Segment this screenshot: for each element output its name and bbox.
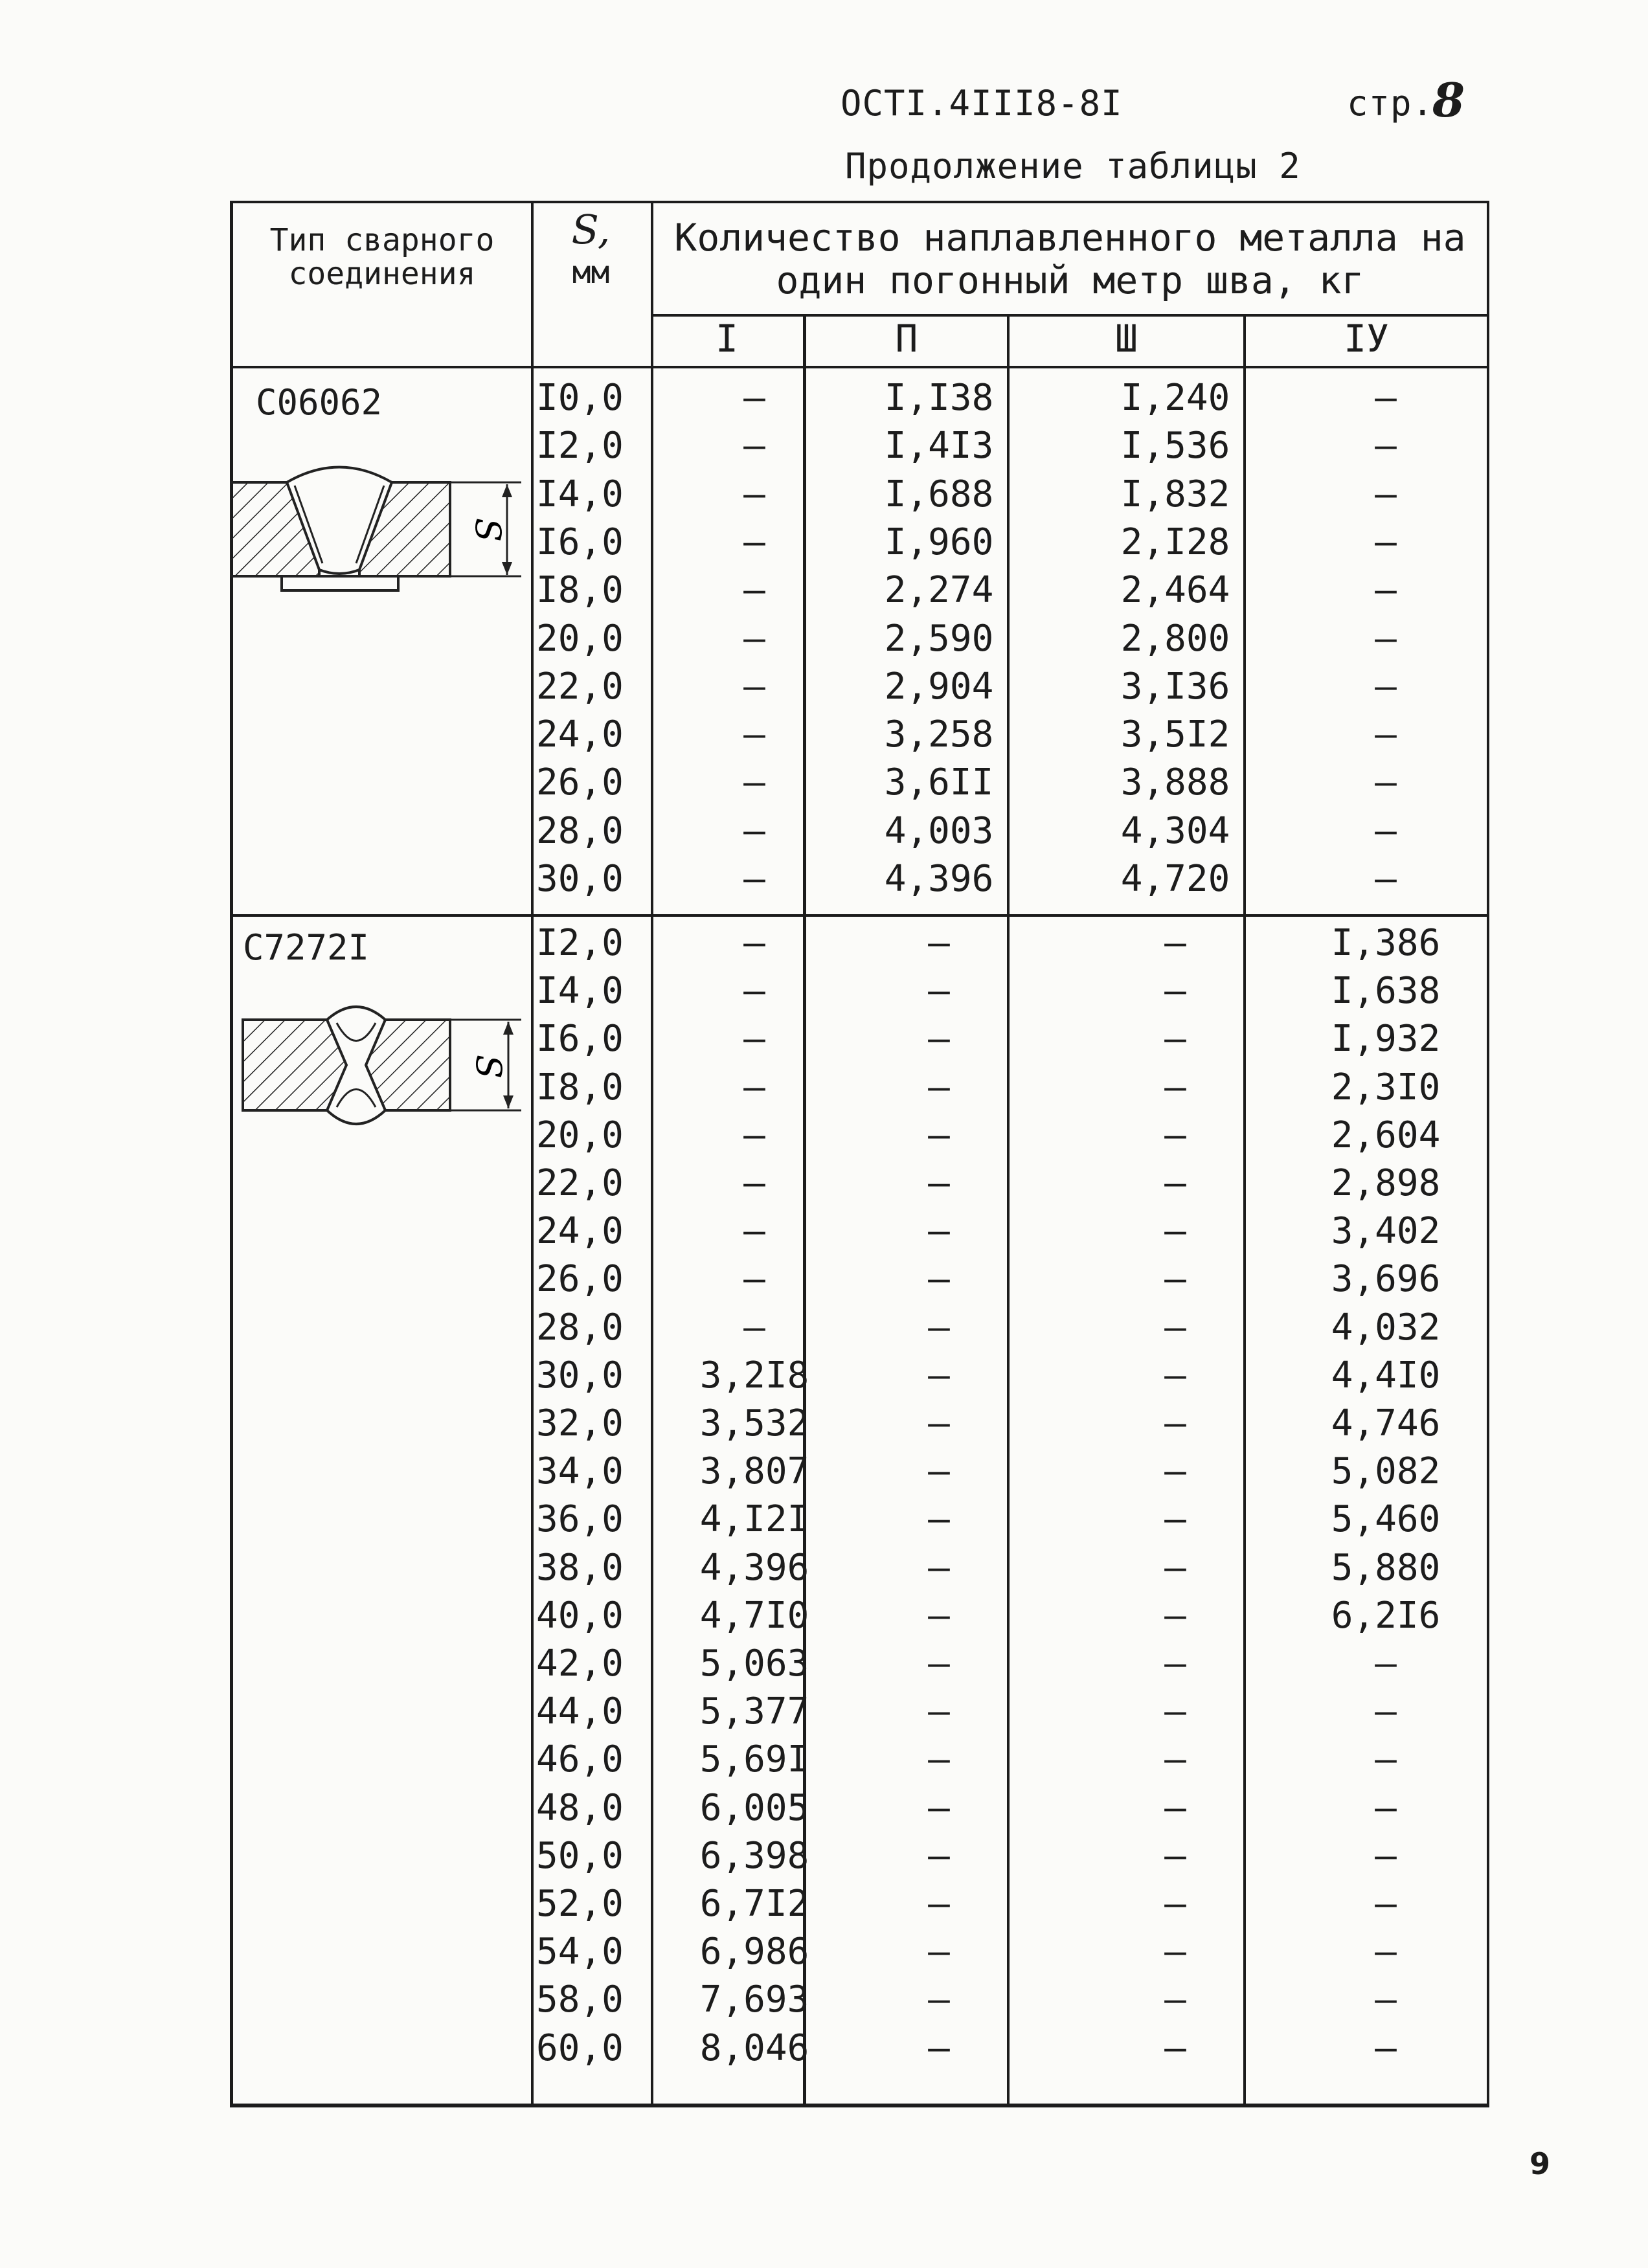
- mass-cell-c1: –: [743, 425, 765, 467]
- table-row: [230, 422, 1489, 469]
- data-table: [230, 201, 1489, 2107]
- mass-cell-c2: –: [928, 1690, 950, 1733]
- thickness-cell: 58,0: [536, 1979, 624, 2021]
- thickness-cell: 20,0: [536, 617, 624, 660]
- mass-cell-c2: –: [928, 1834, 950, 1877]
- mass-cell-c1: –: [743, 1258, 765, 1301]
- thickness-cell: 26,0: [536, 1258, 624, 1301]
- thickness-cell: 20,0: [536, 1114, 624, 1156]
- mass-cell-c2: –: [928, 1162, 950, 1204]
- table-row: [230, 1400, 1489, 1447]
- document-code: ОСТI.4III8-8I: [841, 83, 1123, 124]
- mass-cell-c1: –: [743, 1018, 765, 1061]
- column-header-unit: мм: [572, 254, 610, 291]
- column-header-type: Тип сварного соединения: [269, 222, 495, 292]
- mass-cell-c4: –: [1375, 1690, 1397, 1733]
- mass-cell-c3: –: [1164, 922, 1186, 964]
- mass-cell-c4: 6,2I6: [1331, 1594, 1441, 1637]
- table-row: [230, 1544, 1489, 1591]
- mass-cell-c4: 2,898: [1331, 1162, 1441, 1204]
- thickness-cell: 30,0: [536, 858, 624, 900]
- mass-cell-c2: 2,904: [884, 665, 994, 708]
- mass-cell-c4: –: [1375, 1883, 1397, 1925]
- mass-cell-c3: –: [1164, 1546, 1186, 1589]
- mass-cell-c4: –: [1375, 809, 1397, 852]
- table-row: [230, 807, 1489, 855]
- mass-cell-c2: 2,274: [884, 569, 994, 612]
- mass-cell-c1: –: [743, 1210, 765, 1253]
- mass-cell-c4: 2,3I0: [1331, 1066, 1441, 1108]
- mass-cell-c2: I,4I3: [884, 425, 994, 467]
- mass-cell-c3: –: [1164, 1786, 1186, 1829]
- sub-header-2: П: [895, 317, 918, 361]
- mass-cell-c1: 6,986: [699, 1931, 809, 1973]
- table-row: [230, 1448, 1489, 1495]
- mass-cell-c1: –: [743, 1066, 765, 1108]
- mass-cell-c4: –: [1375, 1979, 1397, 2021]
- table-row: [230, 919, 1489, 967]
- thickness-cell: 28,0: [536, 1306, 624, 1349]
- mass-cell-c4: –: [1375, 1786, 1397, 1829]
- mass-cell-c1: –: [743, 970, 765, 1013]
- table-row: [230, 1160, 1489, 1207]
- thickness-cell: 42,0: [536, 1643, 624, 1685]
- mass-cell-c3: I,536: [1120, 425, 1230, 467]
- table-row: [230, 663, 1489, 710]
- mass-cell-c4: I,638: [1331, 970, 1441, 1013]
- thickness-cell: 40,0: [536, 1594, 624, 1637]
- table-row: [230, 967, 1489, 1015]
- mass-cell-c2: –: [928, 1402, 950, 1444]
- mass-cell-c2: –: [928, 1354, 950, 1397]
- mass-cell-c2: –: [928, 1931, 950, 1973]
- thickness-cell: 36,0: [536, 1498, 624, 1541]
- mass-cell-c1: –: [743, 521, 765, 563]
- table-row: [230, 1255, 1489, 1303]
- thickness-cell: I2,0: [536, 425, 624, 467]
- thickness-cell: I8,0: [536, 569, 624, 612]
- dimension-label-s: S: [468, 518, 508, 542]
- mass-cell-c3: –: [1164, 1834, 1186, 1877]
- table-row: [230, 374, 1489, 421]
- thickness-cell: 34,0: [536, 1450, 624, 1493]
- mass-cell-c3: –: [1164, 2027, 1186, 2069]
- mass-cell-c1: 4,7I0: [699, 1594, 809, 1637]
- mass-cell-c1: 3,2I8: [699, 1354, 809, 1397]
- mass-cell-c2: I,688: [884, 473, 994, 515]
- mass-cell-c4: –: [1375, 1931, 1397, 1973]
- mass-cell-c1: 8,046: [699, 2027, 809, 2069]
- table-row: [230, 567, 1489, 614]
- mass-cell-c1: 3,807: [699, 1450, 809, 1493]
- mass-cell-c4: 4,032: [1331, 1306, 1441, 1349]
- mass-cell-c1: 6,7I2: [699, 1883, 809, 1925]
- mass-cell-c4: –: [1375, 713, 1397, 756]
- table-row: [230, 1784, 1489, 1832]
- mass-cell-c1: –: [743, 713, 765, 756]
- mass-cell-c1: 7,693: [699, 1979, 809, 2021]
- thickness-cell: 22,0: [536, 665, 624, 708]
- mass-cell-c4: –: [1375, 761, 1397, 804]
- mass-cell-c3: –: [1164, 1979, 1186, 2021]
- mass-cell-c4: –: [1375, 1834, 1397, 1877]
- mass-cell-c1: –: [743, 1114, 765, 1156]
- mass-cell-c3: 3,5I2: [1120, 713, 1230, 756]
- mass-cell-c4: –: [1375, 425, 1397, 467]
- mass-cell-c4: –: [1375, 377, 1397, 419]
- mass-cell-c1: –: [743, 1306, 765, 1349]
- mass-cell-c2: –: [928, 1258, 950, 1301]
- table-row: [230, 1207, 1489, 1255]
- mass-cell-c2: –: [928, 970, 950, 1013]
- mass-cell-c2: 3,6II: [884, 761, 994, 804]
- mass-cell-c1: 5,377: [699, 1690, 809, 1733]
- mass-cell-c1: –: [743, 617, 765, 660]
- mass-cell-c3: 2,800: [1120, 617, 1230, 660]
- mass-cell-c3: –: [1164, 1018, 1186, 1061]
- mass-cell-c3: 3,I36: [1120, 665, 1230, 708]
- table-row: [230, 1736, 1489, 1783]
- mass-cell-c2: –: [928, 1210, 950, 1253]
- thickness-cell: I0,0: [536, 377, 624, 419]
- mass-cell-c3: –: [1164, 1690, 1186, 1733]
- table-row: [230, 759, 1489, 806]
- mass-cell-c2: –: [928, 1979, 950, 2021]
- mass-cell-c3: –: [1164, 1306, 1186, 1349]
- mass-cell-c1: –: [743, 858, 765, 900]
- column-header-mass: Количество наплавленного металла на один погонный метр шва, кг: [674, 216, 1466, 302]
- mass-cell-c4: –: [1375, 569, 1397, 612]
- mass-cell-c3: –: [1164, 1066, 1186, 1108]
- page-number: 8: [1432, 73, 1465, 128]
- sub-header-1: I: [716, 317, 738, 361]
- table-row: [230, 1928, 1489, 1975]
- table-caption: Продолжение таблицы 2: [845, 146, 1301, 186]
- mass-cell-c3: 4,304: [1120, 809, 1230, 852]
- thickness-cell: 46,0: [536, 1738, 624, 1781]
- dimension-label-s-2: S: [468, 1055, 509, 1079]
- joint-type-c72721: С7272I: [243, 927, 370, 968]
- table-row: [230, 519, 1489, 566]
- sub-header-4: IУ: [1344, 317, 1389, 361]
- mass-cell-c4: 5,082: [1331, 1450, 1441, 1493]
- mass-cell-c3: –: [1164, 1354, 1186, 1397]
- mass-cell-c3: I,240: [1120, 377, 1230, 419]
- thickness-cell: 28,0: [536, 809, 624, 852]
- table-top-border: [230, 201, 1489, 203]
- thickness-cell: 60,0: [536, 2027, 624, 2069]
- table-row: [230, 1352, 1489, 1399]
- thickness-cell: 48,0: [536, 1786, 624, 1829]
- thickness-cell: I8,0: [536, 1066, 624, 1108]
- mass-cell-c3: 2,I28: [1120, 521, 1230, 563]
- table-row: [230, 1304, 1489, 1351]
- mass-cell-c4: 3,402: [1331, 1210, 1441, 1253]
- thickness-cell: 50,0: [536, 1834, 624, 1877]
- mass-cell-c3: –: [1164, 1883, 1186, 1925]
- table-row: [230, 1064, 1489, 1111]
- table-row: [230, 1688, 1489, 1735]
- mass-cell-c3: –: [1164, 1643, 1186, 1685]
- mass-cell-c3: –: [1164, 1594, 1186, 1637]
- group-divider: [230, 914, 1489, 917]
- thickness-cell: I6,0: [536, 521, 624, 563]
- header-bottom-border: [230, 366, 1489, 368]
- mass-cell-c1: –: [743, 665, 765, 708]
- mass-cell-c1: –: [743, 761, 765, 804]
- column-header-s: S,: [571, 206, 611, 253]
- mass-cell-c2: 4,003: [884, 809, 994, 852]
- table-row: [230, 1015, 1489, 1062]
- mass-cell-c1: 6,005: [699, 1786, 809, 1829]
- table-row: [230, 2025, 1489, 2072]
- mass-cell-c3: –: [1164, 1210, 1186, 1253]
- mass-cell-c3: –: [1164, 1931, 1186, 1973]
- mass-cell-c4: 3,696: [1331, 1258, 1441, 1301]
- mass-cell-c2: 4,396: [884, 858, 994, 900]
- mass-cell-c1: 4,396: [699, 1546, 809, 1589]
- mass-cell-c1: 5,69I: [699, 1738, 809, 1781]
- mass-cell-c2: –: [928, 1066, 950, 1108]
- mass-cell-c2: 2,590: [884, 617, 994, 660]
- thickness-cell: 30,0: [536, 1354, 624, 1397]
- mass-cell-c4: I,932: [1331, 1018, 1441, 1061]
- mass-cell-c4: –: [1375, 617, 1397, 660]
- thickness-cell: I4,0: [536, 970, 624, 1013]
- page-label: стр.: [1347, 83, 1434, 124]
- mass-cell-c4: –: [1375, 473, 1397, 515]
- mass-cell-c2: –: [928, 922, 950, 964]
- table-bottom-border: [230, 2104, 1489, 2107]
- mass-cell-c4: 4,4I0: [1331, 1354, 1441, 1397]
- sub-header-3: Ш: [1115, 317, 1138, 361]
- mass-cell-c4: I,386: [1331, 922, 1441, 964]
- table-row: [230, 1112, 1489, 1159]
- mass-cell-c2: –: [928, 2027, 950, 2069]
- thickness-cell: 52,0: [536, 1883, 624, 1925]
- table-row: [230, 615, 1489, 662]
- mass-cell-c3: –: [1164, 970, 1186, 1013]
- mass-cell-c2: –: [928, 1498, 950, 1541]
- thickness-cell: I4,0: [536, 473, 624, 515]
- mass-cell-c2: –: [928, 1018, 950, 1061]
- thickness-cell: 24,0: [536, 1210, 624, 1253]
- mass-cell-c2: –: [928, 1643, 950, 1685]
- thickness-cell: I6,0: [536, 1018, 624, 1061]
- mass-cell-c2: –: [928, 1786, 950, 1829]
- mass-cell-c1: –: [743, 569, 765, 612]
- mass-cell-c2: –: [928, 1546, 950, 1589]
- mass-cell-c4: 4,746: [1331, 1402, 1441, 1444]
- sheet-number: 9: [1529, 2146, 1552, 2181]
- table-row: [230, 1976, 1489, 2023]
- mass-cell-c1: –: [743, 377, 765, 419]
- table-row: [230, 471, 1489, 518]
- mass-cell-c4: –: [1375, 1738, 1397, 1781]
- mass-cell-c3: 2,464: [1120, 569, 1230, 612]
- table-row: [230, 711, 1489, 758]
- mass-cell-c2: –: [928, 1594, 950, 1637]
- mass-cell-c4: 2,604: [1331, 1114, 1441, 1156]
- mass-cell-c1: 4,I2I: [699, 1498, 809, 1541]
- mass-cell-c2: –: [928, 1306, 950, 1349]
- thickness-cell: 32,0: [536, 1402, 624, 1444]
- mass-cell-c2: –: [928, 1450, 950, 1493]
- mass-cell-c3: 4,720: [1120, 858, 1230, 900]
- mass-cell-c4: –: [1375, 1643, 1397, 1685]
- mass-cell-c2: 3,258: [884, 713, 994, 756]
- mass-cell-c2: –: [928, 1114, 950, 1156]
- mass-cell-c3: –: [1164, 1450, 1186, 1493]
- mass-cell-c3: –: [1164, 1114, 1186, 1156]
- thickness-cell: 38,0: [536, 1546, 624, 1589]
- mass-cell-c2: –: [928, 1883, 950, 1925]
- mass-cell-c4: –: [1375, 521, 1397, 563]
- mass-cell-c1: –: [743, 809, 765, 852]
- mass-cell-c3: 3,888: [1120, 761, 1230, 804]
- table-row: [230, 1640, 1489, 1687]
- mass-cell-c4: 5,460: [1331, 1498, 1441, 1541]
- thickness-cell: 22,0: [536, 1162, 624, 1204]
- thickness-cell: 24,0: [536, 713, 624, 756]
- mass-cell-c3: –: [1164, 1498, 1186, 1541]
- thickness-cell: 26,0: [536, 761, 624, 804]
- mass-cell-c1: 5,063: [699, 1643, 809, 1685]
- mass-cell-c3: –: [1164, 1738, 1186, 1781]
- mass-cell-c3: –: [1164, 1162, 1186, 1204]
- mass-cell-c3: –: [1164, 1258, 1186, 1301]
- mass-cell-c2: –: [928, 1738, 950, 1781]
- table-row: [230, 1496, 1489, 1543]
- table-row: [230, 1592, 1489, 1639]
- thickness-cell: 54,0: [536, 1931, 624, 1973]
- mass-cell-c4: –: [1375, 2027, 1397, 2069]
- mass-cell-c1: 6,398: [699, 1834, 809, 1877]
- mass-cell-c4: –: [1375, 665, 1397, 708]
- mass-cell-c2: I,960: [884, 521, 994, 563]
- mass-cell-c1: –: [743, 473, 765, 515]
- mass-cell-c4: –: [1375, 858, 1397, 900]
- thickness-cell: I2,0: [536, 922, 624, 964]
- mass-cell-c1: –: [743, 1162, 765, 1204]
- joint-type-c06062: С06062: [256, 382, 383, 423]
- mass-cell-c4: 5,880: [1331, 1546, 1441, 1589]
- mass-cell-c1: 3,532: [699, 1402, 809, 1444]
- mass-cell-c3: I,832: [1120, 473, 1230, 515]
- thickness-cell: 44,0: [536, 1690, 624, 1733]
- table-row: [230, 1880, 1489, 1927]
- table-row: [230, 1832, 1489, 1880]
- mass-cell-c2: I,I38: [884, 377, 994, 419]
- table-row: [230, 855, 1489, 903]
- mass-cell-c1: –: [743, 922, 765, 964]
- mass-cell-c3: –: [1164, 1402, 1186, 1444]
